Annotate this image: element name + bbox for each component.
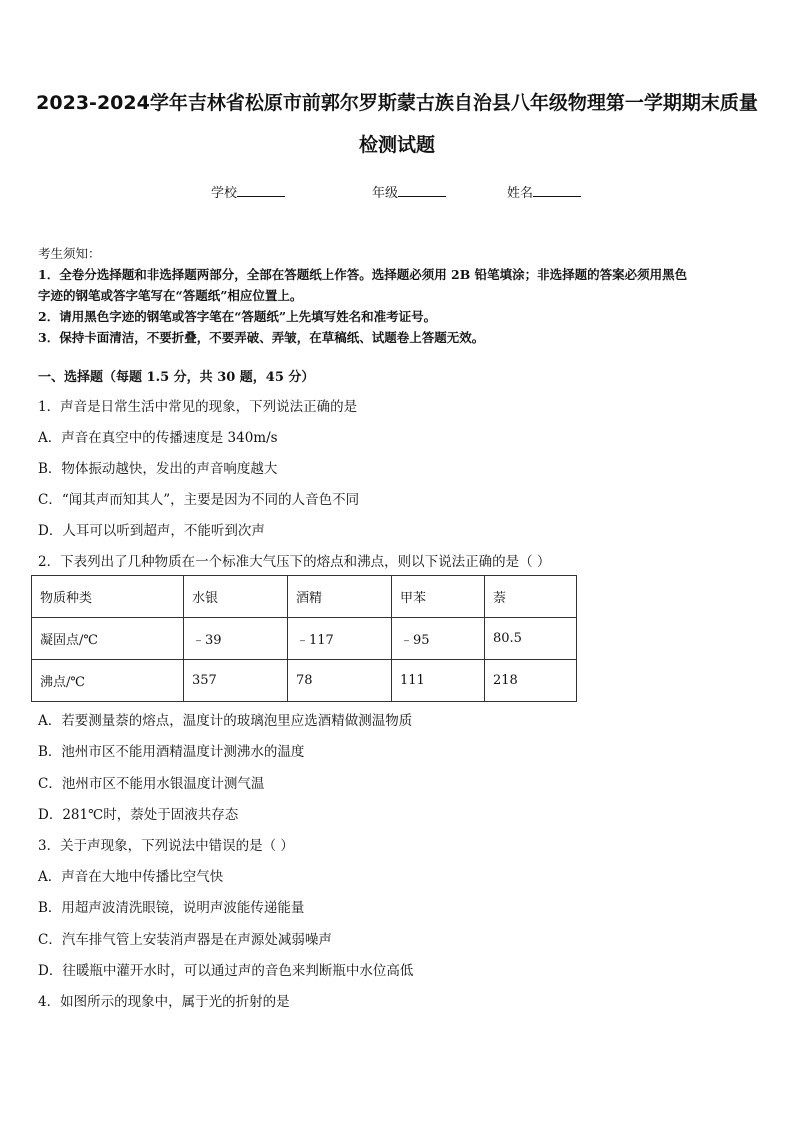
grade-label: 年级 xyxy=(372,186,399,201)
grade-field xyxy=(372,182,446,201)
question-3-option-d: D．往暖瓶中灌开水时，可以通过声的音色来判断瓶中水位高低 xyxy=(38,963,414,979)
section-heading: 一、选择题（每题 1.5 分，共 30 题，45 分） xyxy=(38,370,315,385)
question-1-stem: 1．声音是日常生活中常见的现象，下列说法正确的是 xyxy=(38,399,358,415)
table-cell: ﹣39 xyxy=(184,618,288,660)
notice-item-3: 3．保持卡面清洁，不要折叠，不要弄破、弄皱，在草稿纸、试题卷上答题无效。 xyxy=(38,330,485,345)
table-cell: 物质种类 xyxy=(32,576,184,618)
table-cell: 甲苯 xyxy=(392,576,485,618)
exam-title-line-2: 检测试题 xyxy=(358,134,435,156)
table-cell: 萘 xyxy=(485,576,577,618)
name-label: 姓名 xyxy=(507,186,534,201)
notice-item-1b: 字迹的钢笔或答字笔写在“答题纸”相应位置上。 xyxy=(38,288,303,303)
question-2-option-c: C．池州市区不能用水银温度计测气温 xyxy=(38,776,265,792)
question-1-option-d: D．人耳可以听到超声，不能听到次声 xyxy=(38,523,265,539)
question-2-stem: 2．下表列出了几种物质在一个标准大气压下的熔点和沸点，则以下说法正确的是（ ） xyxy=(38,554,551,570)
school-blank xyxy=(237,184,285,197)
school-field xyxy=(211,182,285,201)
notice-item-1a: 1．全卷分选择题和非选择题两部分，全部在答题纸上作答。选择题必须用 2B 铅笔填涂；非选择题的答案必须用黑色 xyxy=(38,267,688,282)
table-cell: 357 xyxy=(184,660,288,702)
notice-block xyxy=(38,243,764,348)
table-cell: ﹣95 xyxy=(392,618,485,660)
grade-blank xyxy=(398,184,446,197)
table-cell: 78 xyxy=(288,660,392,702)
notice-item-2: 2．请用黑色字迹的钢笔或答字笔在“答题纸”上先填写姓名和准考证号。 xyxy=(38,309,437,324)
table-cell: 水银 xyxy=(184,576,288,618)
exam-title-line-1: 2023-2024学年吉林省松原市前郭尔罗斯蒙古族自治县八年级物理第一学期期末质量 xyxy=(36,92,758,114)
question-2-option-b: B．池州市区不能用酒精温度计测沸水的温度 xyxy=(38,744,305,760)
question-1-option-a: A．声音在真空中的传播速度是 340m/s xyxy=(38,430,278,446)
question-4-stem: 4．如图所示的现象中，属于光的折射的是 xyxy=(38,994,290,1010)
table-cell: 218 xyxy=(485,660,577,702)
table-cell: 111 xyxy=(392,660,485,702)
question-3-option-c: C．汽车排气管上安装消声器是在声源处减弱噪声 xyxy=(38,932,332,948)
table-header-row xyxy=(32,576,577,618)
notice-heading: 考生须知： xyxy=(38,246,101,261)
question-3-stem: 3．关于声现象，下列说法中错误的是（ ） xyxy=(38,838,294,854)
name-field xyxy=(507,182,581,201)
question-3-option-b: B．用超声波清洗眼镜，说明声波能传递能量 xyxy=(38,900,305,916)
table-cell: ﹣117 xyxy=(288,618,392,660)
question-2-option-a: A．若要测量萘的熔点，温度计的玻璃泡里应选酒精做测温物质 xyxy=(38,713,413,729)
table-row xyxy=(32,660,577,702)
question-1-option-b: B．物体振动越快，发出的声音响度越大 xyxy=(38,461,278,477)
table-cell: 沸点/℃ xyxy=(32,660,184,702)
melting-boiling-table xyxy=(31,575,577,702)
school-label: 学校 xyxy=(211,186,238,201)
table-row xyxy=(32,618,577,660)
question-1-option-c: C．“闻其声而知其人”，主要是因为不同的人音色不同 xyxy=(38,492,360,508)
student-info-row xyxy=(0,182,794,202)
question-3-option-a: A．声音在大地中传播比空气快 xyxy=(38,869,224,885)
table-cell: 80.5 xyxy=(485,618,577,660)
question-2-option-d: D．281℃时，萘处于固液共存态 xyxy=(38,807,239,823)
name-blank xyxy=(533,184,581,197)
table-cell: 酒精 xyxy=(288,576,392,618)
table-cell: 凝固点/℃ xyxy=(32,618,184,660)
